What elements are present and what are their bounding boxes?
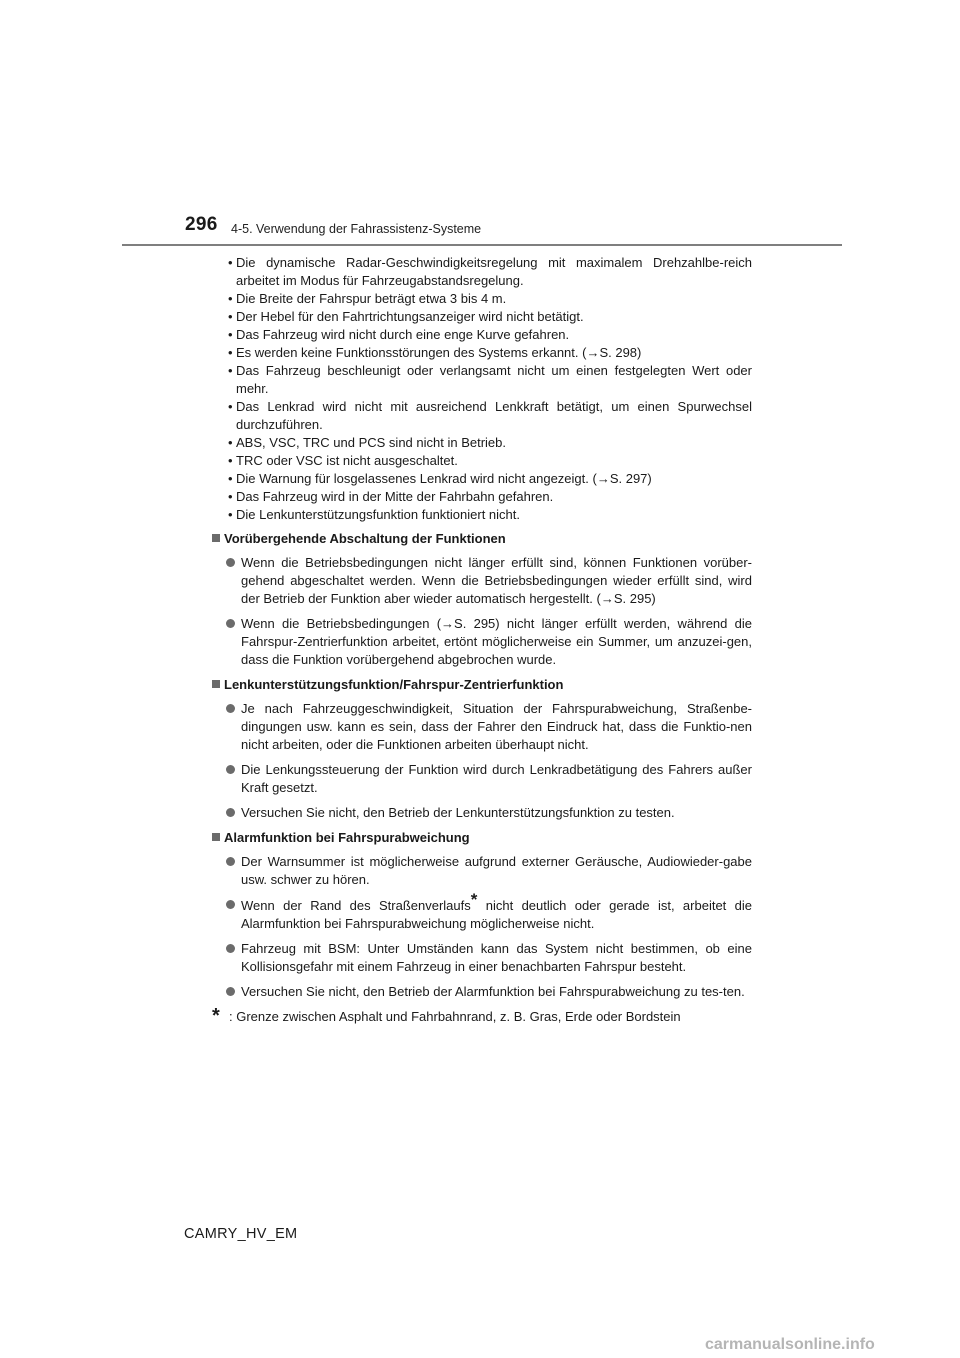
square-bullet-icon (212, 680, 220, 688)
list-item: • Das Fahrzeug beschleunigt oder verlangsamt nicht um einen festgelegten Wert oder mehr. (228, 363, 752, 396)
circle-bullet-icon (226, 704, 235, 713)
section-lane-departure-alert (212, 829, 752, 1001)
list-item: • Das Fahrzeug wird in der Mitte der Fahrbahn gefahren. (228, 489, 554, 504)
list-item: • Der Hebel für den Fahrtrichtungsanzeiger wird nicht betätigt. (228, 309, 584, 324)
section-heading: Vorübergehende Abschaltung der Funktionen (212, 530, 752, 548)
list-item: • Die Warnung für losgelassenes Lenkrad wird nicht angezeigt. (→S. 297) (228, 471, 652, 486)
list-item: • Das Fahrzeug wird nicht durch eine enge Kurve gefahren. (228, 327, 570, 342)
bullet-icon: • (228, 345, 233, 360)
circle-bullet-icon (226, 987, 235, 996)
chapter-title: 4-5. Verwendung der Fahrassistenz-Systeme (231, 222, 482, 236)
bullet-icon: • (228, 453, 233, 468)
footnote-star-icon: * (470, 890, 478, 909)
list-item: • Die dynamische Radar-Geschwindigkeitsregelung mit maximalem Drehzahlbe-reich arbeitet im Modus für Fahrzeugabstandsregelung. (228, 255, 752, 288)
square-bullet-icon (212, 534, 220, 542)
paragraph: Wenn der Rand des Straßenverlaufs* nicht deutlich oder gerade ist, arbeitet die Alarmfunktion bei Fahrspurabweichung möglicherweise nicht. (212, 896, 752, 933)
square-bullet-icon (212, 833, 220, 841)
circle-bullet-icon (226, 558, 235, 567)
list-item: • Es werden keine Funktionsstörungen des Systems erkannt. (→S. 298) (228, 345, 642, 360)
paragraph: Versuchen Sie nicht, den Betrieb der Alarmfunktion bei Fahrspurabweichung zu tes-ten. (212, 983, 752, 1001)
bullet-icon: • (228, 309, 233, 324)
bullet-icon: • (228, 489, 233, 504)
circle-bullet-icon (226, 765, 235, 774)
circle-bullet-icon (226, 857, 235, 866)
page-content (212, 254, 752, 1026)
list-item: • Die Lenkunterstützungsfunktion funktioniert nicht. (228, 507, 521, 522)
circle-bullet-icon (226, 808, 235, 817)
bullet-icon: • (228, 471, 233, 486)
circle-bullet-icon (226, 619, 235, 628)
list-item: • Die Breite der Fahrspur beträgt etwa 3 bis 4 m. (228, 291, 507, 306)
footnote-star-icon: * (212, 1005, 220, 1027)
bullet-icon: • (228, 291, 233, 306)
circle-bullet-icon (226, 900, 235, 909)
condition-list (212, 254, 752, 524)
footnote: * : Grenze zwischen Asphalt und Fahrbahnrand, z. B. Gras, Erde oder Bordstein (212, 1005, 681, 1027)
document-code: CAMRY_HV_EM (184, 1226, 298, 1242)
circle-bullet-icon (226, 944, 235, 953)
paragraph: Je nach Fahrzeuggeschwindigkeit, Situation der Fahrspurabweichung, Straßenbe-dingungen usw. kann es sein, dass der Fahrer den Eindruck hat, dass die Funktio-nen nicht arbeiten, oder die Funktionen arbeiten überhaupt nicht. (212, 700, 752, 754)
list-item: • TRC oder VSC ist nicht ausgeschaltet. (228, 453, 458, 468)
section-heading: Lenkunterstützungsfunktion/Fahrspur-Zentrierfunktion (212, 676, 752, 694)
section-steering-assist (212, 676, 752, 822)
paragraph: Wenn die Betriebsbedingungen nicht länger erfüllt sind, können Funktionen vorüber-gehend abgeschaltet werden. Wenn die Betriebsbedingungen wieder erfüllt sind, wird der Betrieb der Funktion aber wieder automatisch hergestellt. (→S. 295) (212, 554, 752, 608)
page-number: 296 (185, 214, 218, 235)
header-rule (122, 244, 842, 246)
bullet-icon: • (228, 507, 233, 522)
list-item: • ABS, VSC, TRC und PCS sind nicht in Betrieb. (228, 435, 506, 450)
section-temporary-shutdown (212, 530, 752, 669)
paragraph: Versuchen Sie nicht, den Betrieb der Lenkunterstützungsfunktion zu testen. (212, 804, 752, 822)
paragraph: Die Lenkungssteuerung der Funktion wird durch Lenkradbetätigung des Fahrers außer Kraft gesetzt. (212, 761, 752, 797)
paragraph: Fahrzeug mit BSM: Unter Umständen kann das System nicht bestimmen, ob eine Kollisionsgefahr mit einem Fahrzeug in einer benachbarten Fahrspur besteht. (212, 940, 752, 976)
bullet-icon: • (228, 255, 233, 270)
paragraph: Der Warnsummer ist möglicherweise aufgrund externer Geräusche, Audiowieder-gabe usw. schwer zu hören. (212, 853, 752, 889)
section-heading: Alarmfunktion bei Fahrspurabweichung (212, 829, 752, 847)
list-item: • Das Lenkrad wird nicht mit ausreichend Lenkkraft betätigt, um einen Spurwechsel durchzuführen. (228, 399, 752, 432)
watermark: carmanualsonline.info (705, 1336, 875, 1353)
bullet-icon: • (228, 435, 233, 450)
bullet-icon: • (228, 363, 233, 378)
paragraph: Wenn die Betriebsbedingungen (→S. 295) nicht länger erfüllt werden, während die Fahrspur-Zentrierfunktion arbeitet, ertönt möglicherweise ein Summer, um anzuzei-gen, dass die Funktion vorübergehend abgebrochen wurde. (212, 615, 752, 669)
bullet-icon: • (228, 327, 233, 342)
bullet-icon: • (228, 399, 233, 414)
